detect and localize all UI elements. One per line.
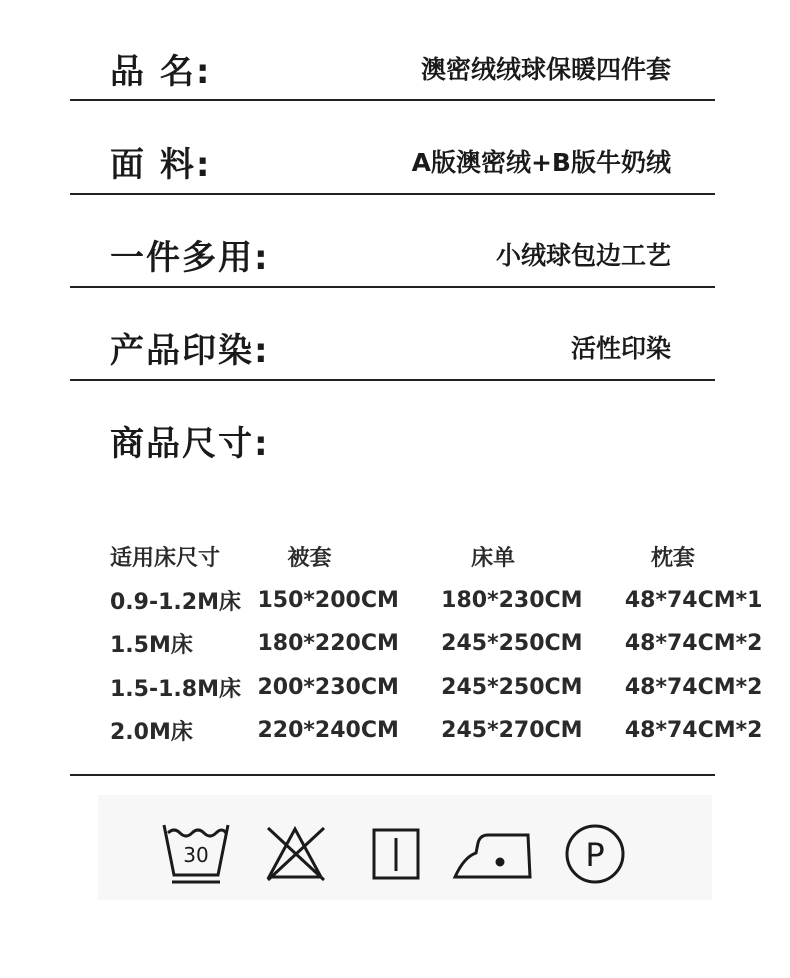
table-cell: 150*200CM [257,587,399,613]
table-cell: 245*250CM [441,674,583,700]
dryclean-letter: P [585,836,605,874]
table-row [100,666,790,710]
spec-row-usage [70,226,715,286]
care-instructions-panel [98,795,712,900]
table-cell: 245*250CM [441,631,583,657]
table-row [100,709,790,753]
spec-label: 产品印染: [110,331,270,371]
divider [70,99,715,101]
table-cell: 48*74CM*1 [624,587,763,613]
spec-value: 小绒球包边工艺 [495,241,671,270]
spec-label: 品 名: [110,52,212,92]
no-bleach-icon [268,828,324,880]
table-cell: 220*240CM [257,718,399,744]
spec-row-size [70,412,715,472]
table-cell: 0.9-1.2M床 [110,589,241,615]
table-cell: 180*230CM [441,587,583,613]
table-row [100,579,790,623]
divider [70,286,715,288]
spec-label: 一件多用: [110,238,270,278]
iron-low-icon [455,835,530,877]
size-table-header [100,535,790,579]
spec-row-printing [70,319,715,379]
spec-value: 活性印染 [570,334,671,363]
divider [70,193,715,195]
table-cell: 48*74CM*2 [624,718,763,744]
divider [70,379,715,381]
table-cell: 2.0M床 [110,720,193,746]
column-header: 枕套 [650,546,695,572]
spec-value: A版澳密绒+B版牛奶绒 [411,148,671,177]
line-dry-icon [374,830,418,878]
table-cell: 245*270CM [441,718,583,744]
table-row [100,622,790,666]
column-header: 被套 [287,546,332,572]
table-cell: 48*74CM*2 [624,674,763,700]
table-cell: 48*74CM*2 [624,631,763,657]
wash-temperature-text: 30 [183,843,209,867]
table-cell: 200*230CM [257,674,399,700]
spec-value: 澳密绒绒球保暖四件套 [420,55,671,84]
spec-row-fabric [70,133,715,193]
wash-30-icon [164,825,228,882]
table-cell: 1.5M床 [110,633,193,659]
divider [70,774,715,776]
column-header: 适用床尺寸 [110,546,221,572]
table-cell: 1.5-1.8M床 [110,676,241,702]
spec-label: 商品尺寸: [110,424,270,464]
size-table [100,535,790,753]
spec-row-name [70,40,715,100]
dryclean-p-icon [567,826,623,882]
column-header: 床单 [471,546,516,572]
spec-label: 面 料: [110,145,212,185]
table-cell: 180*220CM [257,631,399,657]
